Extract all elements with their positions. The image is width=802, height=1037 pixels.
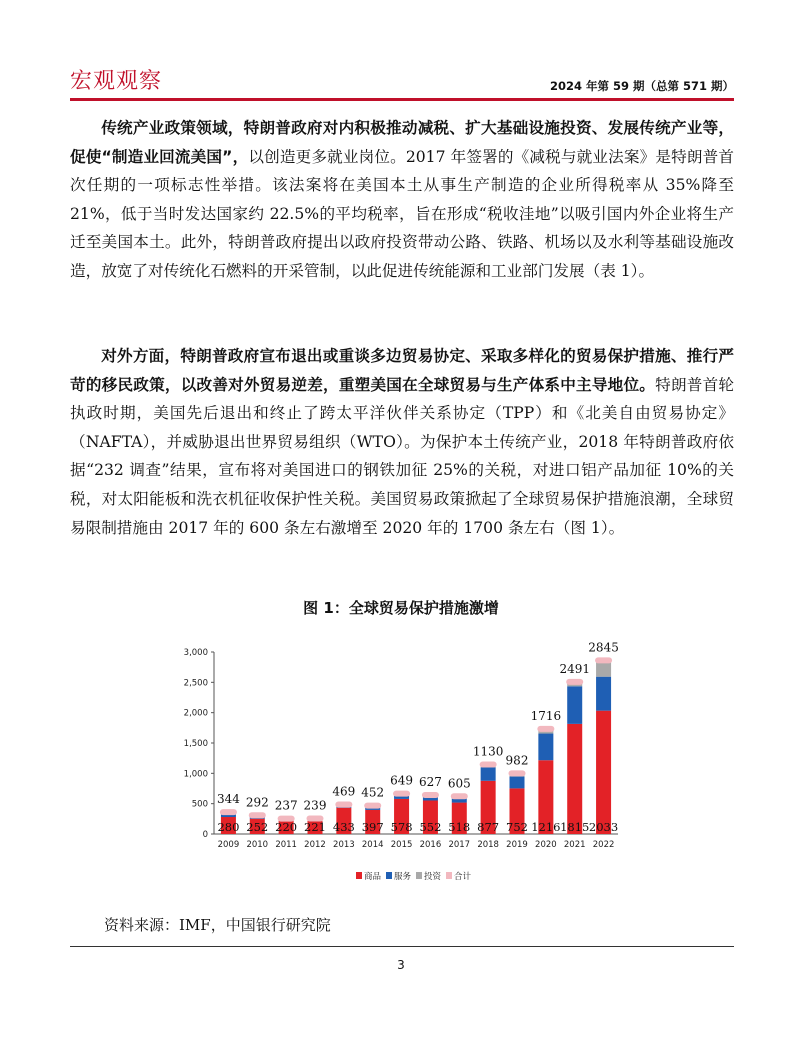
goods-data-label: 552 (419, 820, 442, 834)
goods-data-label: 2033 (588, 820, 619, 834)
x-tick-label: 2020 (535, 840, 557, 850)
goods-data-label: 280 (217, 820, 240, 834)
x-tick-label: 2021 (563, 840, 586, 850)
goods-data-label: 1216 (531, 820, 561, 834)
total-data-label: 982 (505, 753, 529, 768)
bar-total-marker (508, 770, 525, 776)
bar-segment-services (538, 734, 553, 761)
figure-title: 图 1：全球贸易保护措施激增 (303, 599, 499, 617)
paragraph-domestic-policy (70, 114, 734, 286)
x-tick-label: 2015 (390, 840, 413, 850)
x-tick-label: 2017 (448, 840, 471, 850)
paragraph-2-text: 特朗普首轮执政时期，美国先后退出和终止了跨太平洋伙伴关系协定（TPP）和《北美自由贸易协定》（NAFTA），并威胁退出世界贸易组织（WTO）。为保护本土传统产业，2018 年特朗普政府依据“232 调查”结果，宣布将对美国进口的钢铁加征 25%的关税，对进口铝产品加征 10%的关税，对太阳能板和洗衣机征收保护性关税。美国贸易政策掀起了全球贸易保护措施浪潮，全球贸易限制措施由 2017 年的 600 条左右激增至 2020 年的 1700 条左右（图 1）。 (70, 375, 734, 537)
header-title: 宏观观察 (70, 69, 163, 94)
legend-label: 投资 (424, 872, 442, 882)
bar-segment-goods (567, 724, 582, 834)
total-data-label: 605 (447, 776, 471, 791)
goods-data-label: 252 (246, 820, 269, 834)
legend-swatch-0 (356, 872, 362, 879)
bar-total-marker (537, 726, 554, 732)
bar-segment-services (596, 677, 611, 711)
x-tick-label: 2016 (419, 840, 442, 850)
total-data-label: 239 (303, 798, 327, 813)
total-data-label: 452 (361, 785, 385, 800)
total-data-label: 1130 (472, 744, 504, 759)
source-note: 资料来源：IMF，中国银行研究院 (104, 916, 331, 934)
bar-total-marker (364, 803, 381, 809)
total-data-label: 2491 (559, 661, 590, 676)
legend-swatch-2 (416, 872, 422, 879)
stacked-bar-chart (170, 628, 630, 898)
bar-total-marker (566, 679, 583, 685)
paragraph-external-policy (70, 342, 734, 542)
x-tick-label: 2012 (304, 840, 326, 850)
bar-total-marker (393, 791, 410, 797)
total-data-label: 292 (245, 795, 269, 810)
bar-total-marker (335, 802, 352, 808)
goods-data-label: 1815 (560, 820, 590, 834)
bar-total-marker (480, 761, 497, 767)
header-rule (70, 98, 734, 101)
bar-total-marker (249, 812, 266, 818)
legend-label: 合计 (454, 872, 472, 882)
goods-data-label: 877 (477, 820, 500, 834)
legend-swatch-3 (446, 872, 452, 879)
y-tick-label: 3,000 (183, 648, 208, 658)
y-tick-label: 1,000 (183, 769, 208, 780)
bar-segment-services (509, 777, 524, 789)
goods-data-label: 397 (361, 820, 384, 834)
total-data-label: 627 (418, 774, 442, 789)
y-tick-label: 500 (191, 799, 208, 810)
bar-total-marker (451, 793, 468, 799)
x-tick-label: 2018 (477, 840, 499, 850)
y-tick-label: 0 (202, 830, 208, 840)
goods-data-label: 221 (304, 820, 326, 834)
bar-total-marker (220, 809, 237, 815)
total-data-label: 237 (274, 798, 298, 813)
bar-segment-goods (596, 711, 611, 834)
bar-total-marker (422, 792, 439, 798)
x-tick-label: 2009 (217, 840, 240, 850)
page-number: 3 (397, 958, 405, 972)
y-tick-label: 2,500 (183, 678, 208, 689)
x-tick-label: 2014 (361, 840, 384, 850)
goods-data-label: 433 (332, 820, 355, 834)
legend-swatch-1 (386, 872, 392, 879)
x-tick-label: 2022 (592, 840, 615, 850)
x-tick-label: 2013 (333, 840, 355, 850)
paragraph-2-bold: 对外方面，特朗普政府宣布退出或重谈多边贸易协定、采取多样化的贸易保护措施、推行严苛的移民政策，以改善对外贸易逆差，重塑美国在全球贸易与生产体系中主导地位。 (70, 347, 734, 394)
goods-data-label: 752 (506, 820, 528, 834)
paragraph-1-bold: 传统产业政策领域，特朗普政府对内积极推动减税、扩大基础设施投资、发展传统产业等，促使“制造业回流美国”， (70, 119, 734, 166)
bar-segment-investment (596, 661, 611, 676)
total-data-label: 469 (332, 784, 356, 799)
goods-data-label: 220 (275, 820, 298, 834)
legend-label: 商品 (364, 872, 382, 882)
bar-segment-services (481, 767, 496, 780)
bar-segment-services (567, 686, 582, 724)
y-tick-label: 1,500 (183, 739, 208, 749)
issue-number: 2024 年第 59 期（总第 571 期） (549, 79, 734, 93)
x-tick-label: 2019 (506, 840, 528, 850)
legend-label: 服务 (394, 872, 412, 882)
total-data-label: 649 (390, 773, 414, 788)
total-data-label: 344 (216, 792, 240, 807)
goods-data-label: 578 (390, 820, 413, 834)
x-tick-label: 2010 (246, 840, 269, 850)
total-data-label: 2845 (588, 640, 619, 655)
paragraph-1-text: 以创造更多就业岗位。2017 年签署的《减税与就业法案》是特朗普首次任期的一项标志性举措。该法案将在美国本土从事生产制造的企业所得税率从 35%降至 21%，低于当时发达国家约 22.5%的平均税率，旨在形成“税收洼地”以吸引国内外企业将生产迁至美国本土。此外，特朗普政府提出以政府投资带动公路、铁路、机场以及水利等基础设施改造，放宽了对传统化石燃料的开采管制，以此促进传统能源和工业部门发展（表 1）。 (70, 147, 734, 280)
goods-data-label: 518 (448, 820, 471, 834)
footer-rule (70, 946, 734, 947)
bar-total-marker (595, 657, 612, 663)
x-tick-label: 2011 (275, 840, 297, 850)
y-tick-label: 2,000 (183, 708, 208, 719)
total-data-label: 1716 (530, 708, 562, 723)
